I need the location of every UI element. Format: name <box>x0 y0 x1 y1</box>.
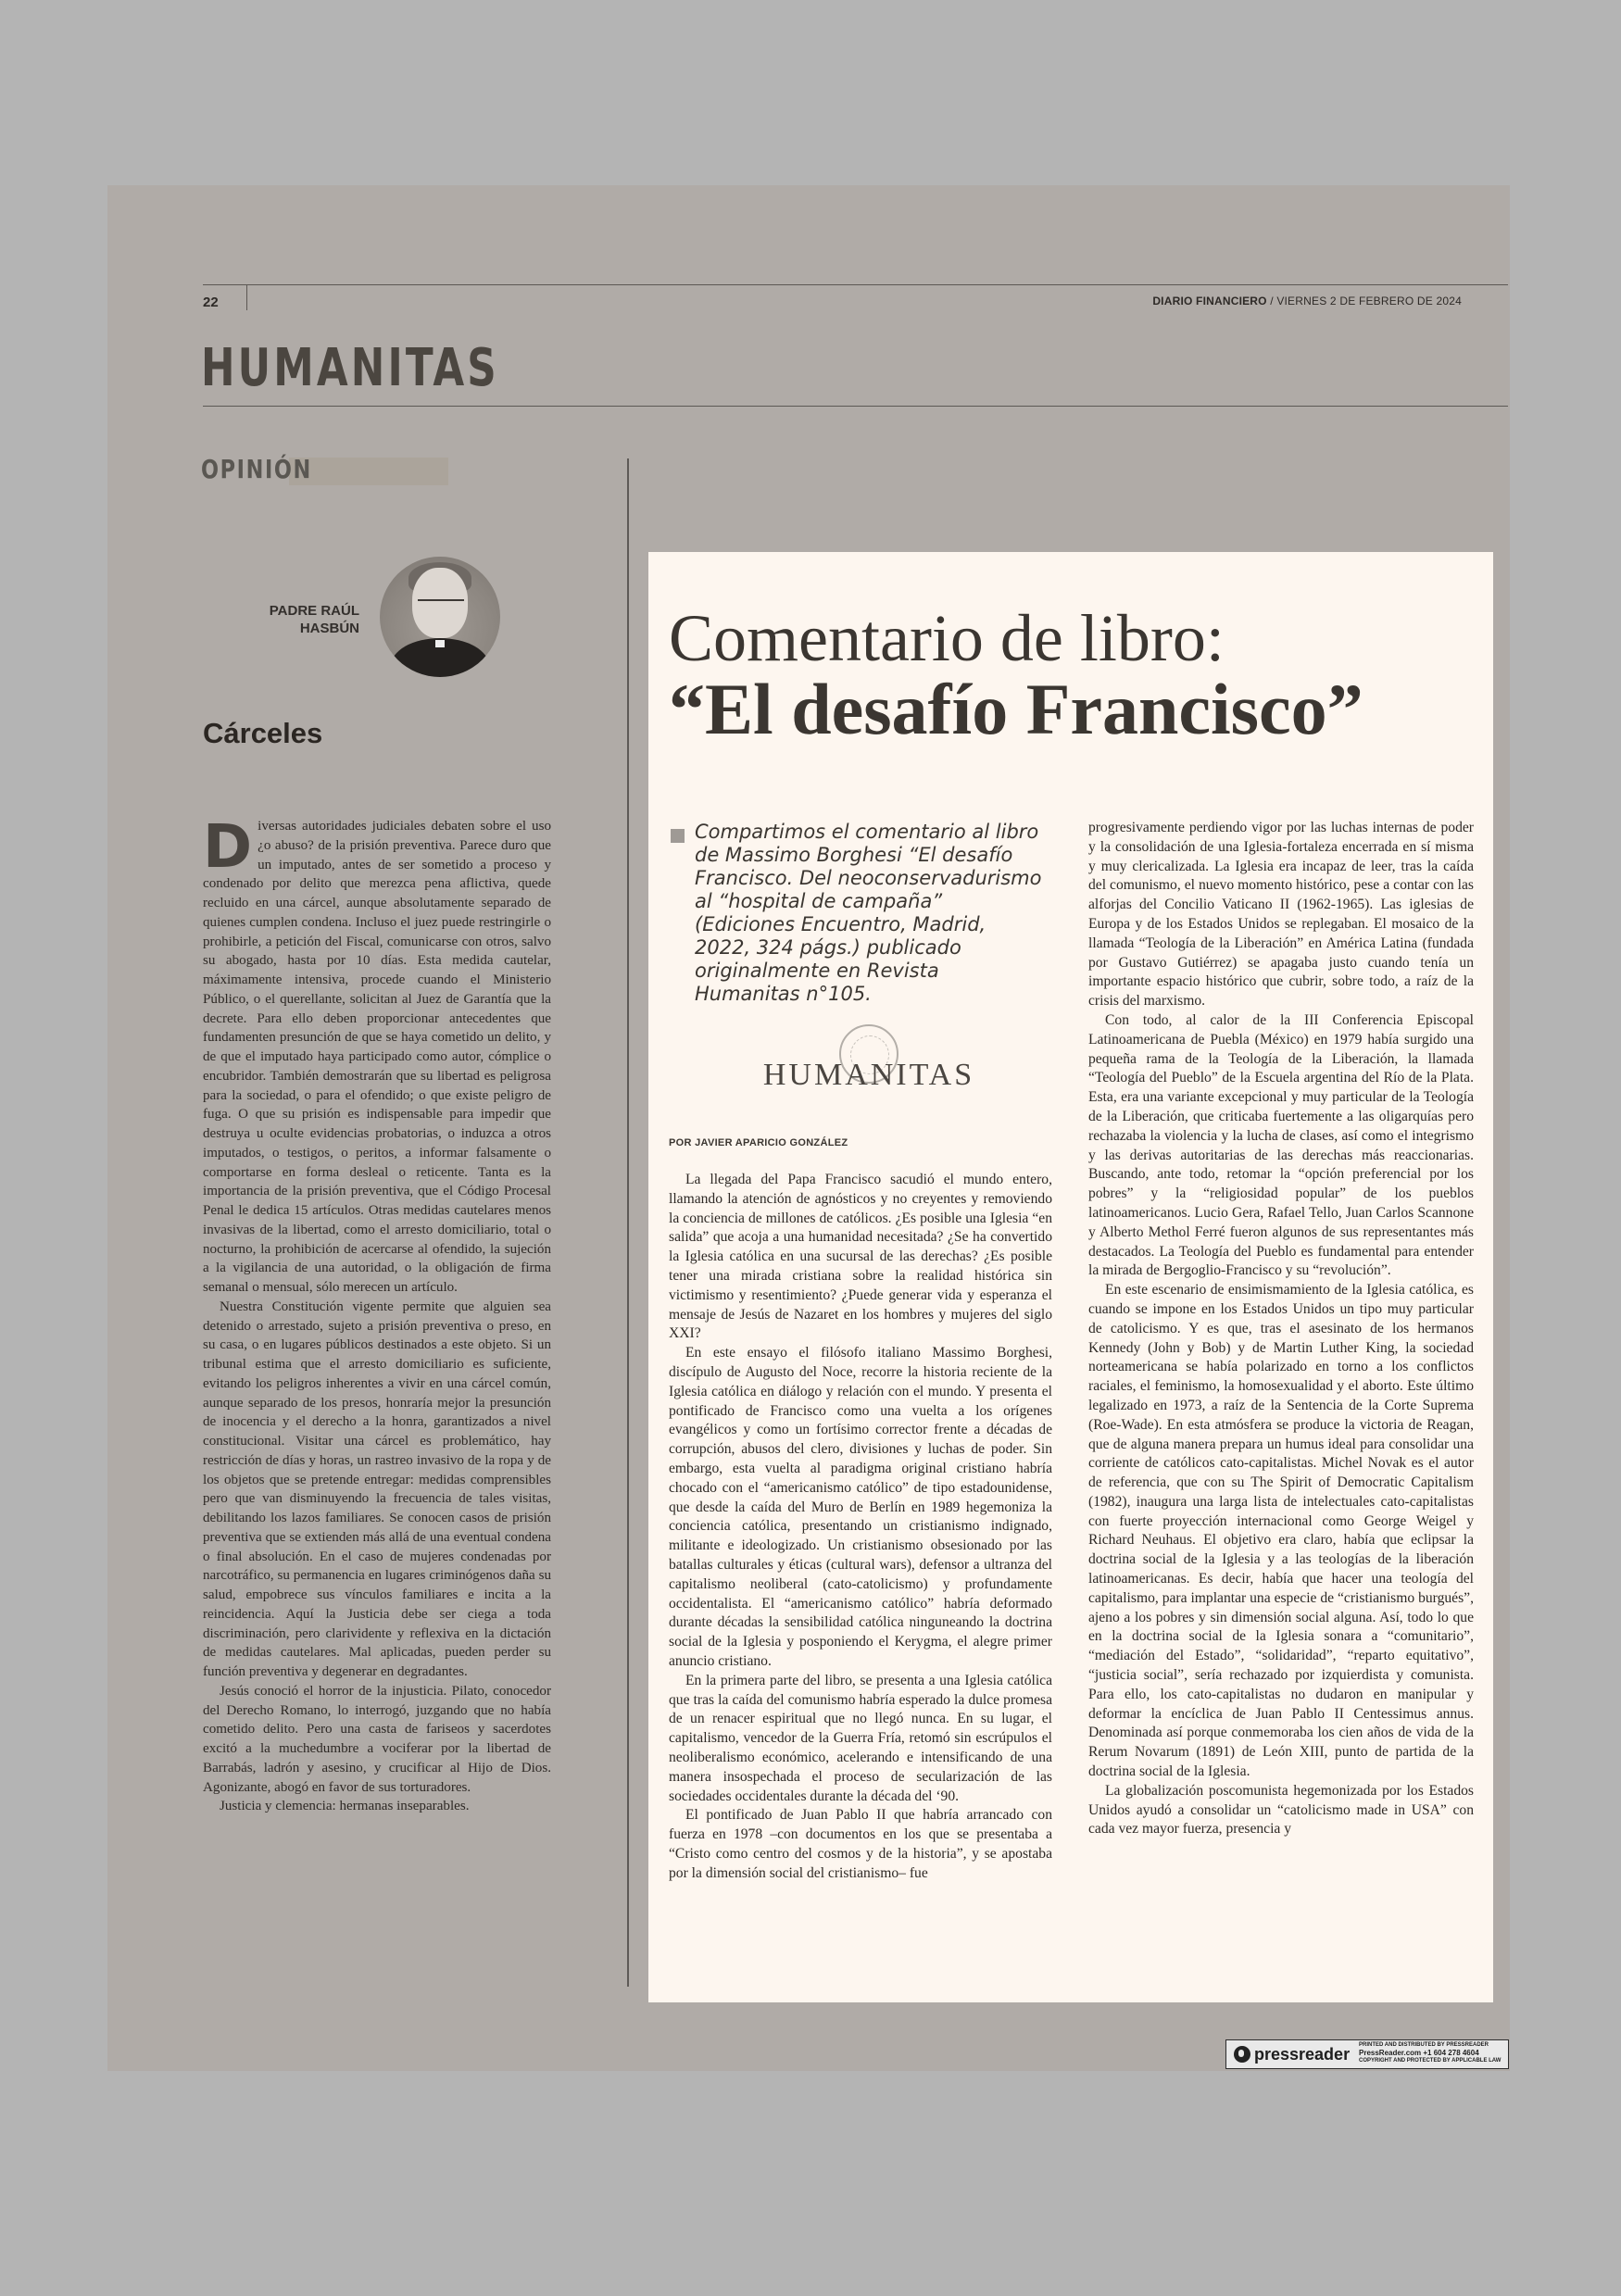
article-lead: Compartimos el comentario al libro de Massimo Borghesi “El desafío Francisco. Del neoconservadurismo al “hospital de campaña” (Ediciones Encuentro, Madrid, 2022, 324 págs.) publicado originalmente en Revista Humanitas n°105. <box>695 821 1042 1005</box>
header-dateline <box>1152 295 1462 307</box>
page-number: 22 <box>203 295 219 310</box>
drop-cap: D <box>203 813 253 882</box>
article-paragraph: El pontificado de Juan Pablo II que habría arrancado con fuerza en 1978 –con documentos en los que se presentaba a “Cristo como centro del cosmos y de la historia”, y se apostaba por la dimensión social del cristianismo– fue <box>669 1807 1052 1881</box>
pressreader-line-3: COPYRIGHT AND PROTECTED BY APPLICABLE LAW <box>1359 2058 1502 2064</box>
column-body <box>203 813 551 1816</box>
column-divider <box>627 458 629 1987</box>
article-paragraph: progresivamente perdiendo vigor por las luchas internas de poder y la consolidación de una Iglesia-fortaleza encerrada en sí misma y muy clericalizada. La Iglesia era incapaz de leer, tras la caída del comunismo, el nuevo momento histórico, pese a contar con las alforjas del Concilio Vaticano II (1962-1965). Las iglesias de Europa y de los Estados Unidos se replegaban. El mosaico de la llamada “Teología de la Liberación” en América Latina (fundada por Gustavo Gutiérrez) se apagaba justo cuando tenía un importante espacio histórico que cubrir, sobre todo, a raíz de la crisis del marxismo. <box>1088 820 1474 1010</box>
page-number-tick <box>246 284 247 310</box>
article-panel <box>648 552 1493 2002</box>
article-column-1 <box>669 1171 1052 1883</box>
pressreader-logo-icon <box>1234 2046 1250 2063</box>
pressreader-line-2: PressReader.com +1 604 278 4604 <box>1359 2049 1479 2057</box>
article-column-2 <box>1088 819 1474 1839</box>
humanitas-logo <box>730 1024 1008 1092</box>
section-title: HUMANITAS <box>201 338 499 398</box>
article-paragraph: En este escenario de ensimismamiento de la Iglesia católica, es cuando se impone en los Estados Unidos un tipo muy particular de catolicismo. Y es que, tras el asesinato de los hermanos Kennedy (John y Bob) y de Martin Luther King, la sociedad norteamericana se había polarizado en torno a los conflictos raciales, el feminismo, la homosexualidad y el aborto. Este último legalizado en 1973, a raíz de la Sentencia de la Corte Suprema (Roe-Wade). En esta atmósfera se produce la victoria de Reagan, que de alguna manera prepara un humus ideal para consolidar una corriente de católicos cato-capitalistas. Michel Novak es el autor de referencia, que con su The Spirit of Democratic Capitalism (1982), inaugura una larga lista de intelectuales cato-capitalistas con fuerte proyección internacional como George Weigel y Richard Neuhaus. El objetivo era claro, había que eclipsar la doctrina social de la Iglesia y a las teologías de la liberación latinoamericanas. Es decir, había que hacer una teología del capitalismo, para implantar una especie de “cristianismo burgués”, ajeno a los pobres y sin dimensión social alguna. Así, todo lo que en la doctrina social de la Iglesia sonara a “comunitario”, “mediación del Estado”, “solidaridad”, “reparto equitativo”, “justicia social”, sería rechazado por izquierdista y comunista. Para ello, los cato-capitalistas no dudaron en manipular y deformar la encíclica de Juan Pablo II Centessimus annus. Denominada así porque conmemoraba los cien años de vida de la Rerum Novarum (1891) de León XIII, punto de partida de la doctrina social de la Iglesia. <box>1088 1282 1474 1780</box>
section-rule <box>203 406 1508 407</box>
article-paragraph: Con todo, al calor de la III Conferencia Episcopal Latinoamericana de Puebla (México) en 1979 había surgido una pequeña rama de la Teología de la Liberación, la llamada “Teología del Pueblo” de la Escuela argentina del Río de la Plata. Esta, era una variante excepcional y muy particular de la Teología de la Liberación, que criticaba fuertemente a las oligarquías pero rechazaba la violencia y la lucha de clases, así como el integrismo y las derivas autoritarias de las derechas más reaccionarias. Buscando, ante todo, retomar la “opción preferencial por los pobres” y la “religiosidad popular” de los pueblos latinoamericanos. Lucio Gera, Rafael Tello, Juan Carlos Scannone y Alberto Methol Ferré fueron algunos de sus representantes más destacados. La Teología del Pueblo es fundamental para entender la mirada de Bergoglio-Francisco y su “revolución”. <box>1088 1011 1474 1279</box>
avatar <box>380 557 500 677</box>
pressreader-line-1: PRINTED AND DISTRIBUTED BY PRESSREADER <box>1359 2042 1489 2048</box>
article-paragraph: En este ensayo el filósofo italiano Massimo Borghesi, discípulo de Augusto del Noce, recorre la historia reciente de la Iglesia católica en diálogo y relación con el mundo. Y presenta el pontificado de Francisco como una vuelta a los orígenes evangélicos y como un fortísimo corrector frente a décadas de corrupción, abusos del clero, divisiones y luchas de poder. Sin embargo, esta vuelta al paradigma original cristiano habría chocado con el “americanismo católico” de tipo estadounidense, que desde la caída del Muro de Berlín en 1989 hegemoniza la conciencia católica, presentando un cristianismo indignado, militante e ideologizado. Un cristianismo obsesionado por las batallas culturales y éticas (cultural wars), defensor a ultranza del capitalismo neoliberal (cato-catolicismo) y profundamente occidentalista. El “americanismo católico” habría deformado durante décadas la sensibilidad católica ninguneando la doctrina social de la Iglesia y posponiendo el Kerygma, el alegre primer anuncio cristiano. <box>669 1345 1052 1669</box>
issue-date: / VIERNES 2 DE FEBRERO DE 2024 <box>1266 295 1462 307</box>
headline-line-1: Comentario de libro: <box>669 601 1225 675</box>
column-paragraph: Diversas autoridades judiciales debaten sobre el uso ¿o abuso? de la prisión preventiva. Parece duro que un imputado, antes de ser sometido a proceso y condenado por delito que merezca pena aflictiva, quede recluido en una cárcel, aunque absolutamente separado de quienes cumplen condena. Incluso el juez puede restringirle o prohibirle, a petición del Fiscal, comunicarse con otros, salvo su abogado, hasta por 10 días. Esta medida cautelar, máximamente intensiva, procede cuando el Ministerio Público, o el querellante, solicitan al Juez de Garantía que la decrete. Para ello deben proporcionar antecedentes que fundamenten presunción de que se haya cometido un delito, y de que el imputado haya participado como autor, cómplice o encubridor. También demostrarán que su libertad es peligrosa para la sociedad, o para el ofendido; o que existe peligro de fuga. O que su prisión es indispensable para impedir que destruya u oculte evidencias probatorias, o induzca a otros imputados, o testigos, o peritos, a informar falsamente o comportarse en forma desleal o reticente. Tanta es la importancia de la prisión preventiva, que el Código Procesal Penal le dedica 15 artículos. Otras medidas cautelares menos invasivas de la libertad, como el arresto domiciliario, total o nocturno, la prohibición de acercarse al ofendido, la sujeción a la vigilancia de una autoridad, o la obligación de firma semanal o mensual, sólo merecen un artículo. <box>203 813 551 1295</box>
byline: POR JAVIER APARICIO GONZÁLEZ <box>669 1137 848 1148</box>
newspaper-page <box>107 185 1510 2071</box>
pressreader-badge[interactable] <box>1225 2039 1509 2069</box>
article-paragraph: La globalización poscomunista hegemonizada por los Estados Unidos ayudó a consolidar un “catolicismo made in USA” con cada vez mayor fuerza, presencia y <box>1088 1782 1474 1838</box>
article-paragraph: En la primera parte del libro, se presenta a una Iglesia católica que tras la caída del comunismo habría esperado la dulce promesa de un renacer espiritual que no llegó nunca. En su lugar, el capitalismo, vencedor de la Guerra Fría, retomó sin escrúpulos el neoliberalismo económico, acelerando e intensificando de una manera insospechada el proceso de secularización de las sociedades occidentales durante la década del ‘90. <box>669 1672 1052 1804</box>
opinion-tag: OPINIÓN <box>201 454 312 484</box>
author-name: PADRE RAÚL HASBÚN <box>269 603 359 636</box>
column-paragraph: Jesús conoció el horror de la injusticia. Pilato, conocedor del Derecho Romano, lo interrogó, juzgando que no había cometido delito. Pero una casta de fariseos y sacerdotes excitó a la muchedumbre a vociferar por la libertad de Barrabás, ladrón y asesino, y crucificar al Hijo de Dios. Agonizante, abogó en favor de sus torturadores. <box>203 1683 551 1795</box>
headline-line-2: “El desafío Francisco” <box>669 669 1363 749</box>
pressreader-name: pressreader <box>1254 2045 1351 2064</box>
article-paragraph: La llegada del Papa Francisco sacudió el mundo entero, llamando la atención de agnósticos y no creyentes y removiendo la conciencia de millones de católicos. ¿Es posible una Iglesia “en salida” que acoja a una humanidad necesitada? ¿Se ha convertido la Iglesia católica en una sucursal de las derechas? ¿Es posible tener una mirada cristiana sobre la realidad histórica sin victimismo y resentimiento? ¿Puede generar vida y esperanza el mensaje de Jesús de Nazaret en los hombres y mujeres del siglo XXI? <box>669 1172 1052 1342</box>
column-paragraph: Nuestra Constitución vigente permite que alguien sea detenido o arrestado, sujeto a prisión preventiva o preso, en su casa, o en lugares públicos destinados a este objeto. Si un tribunal estima que el arresto domiciliario es suficiente, evitando los peligros inherentes a vivir en una cárcel común, aunque separado de los presos, honraría mejor la presunción de inocencia y el derecho a la honra, garantizados a nivel constitucional. Visitar una cárcel es problemático, hay restricción de días y horas, un rastreo invasivo de la ropa y de los objetos que se pretende entregar: medidas comprensibles pero que van disminuyendo la frecuencia de tales visitas, debilitando los lazos familiares. Se conocen casos de prisión preventiva que se extienden más allá de una eventual condena o final absolución. En el caso de mujeres condenadas por narcotráfico, su permanencia en lugares criminógenos daña su salud, empobrece sus vínculos familiares e incita a la reincidencia. Aquí la Justicia debe ser ciega a toda discriminación, pero clarividente y reflexiva en la dictación de medidas cautelares. Mal aplicadas, pueden perder su función preventiva y degenerar en degradantes. <box>203 1299 551 1679</box>
column-title: Cárceles <box>203 717 323 749</box>
pressreader-legal <box>1359 2042 1507 2064</box>
logo-text: HUMANITAS <box>762 1058 975 1092</box>
column-paragraph: Justicia y clemencia: hermanas inseparables. <box>220 1799 470 1814</box>
lead-square-icon <box>671 829 685 843</box>
opinion-bar <box>289 458 448 485</box>
publication-name: DIARIO FINANCIERO <box>1152 295 1267 307</box>
header-rule <box>203 284 1508 285</box>
